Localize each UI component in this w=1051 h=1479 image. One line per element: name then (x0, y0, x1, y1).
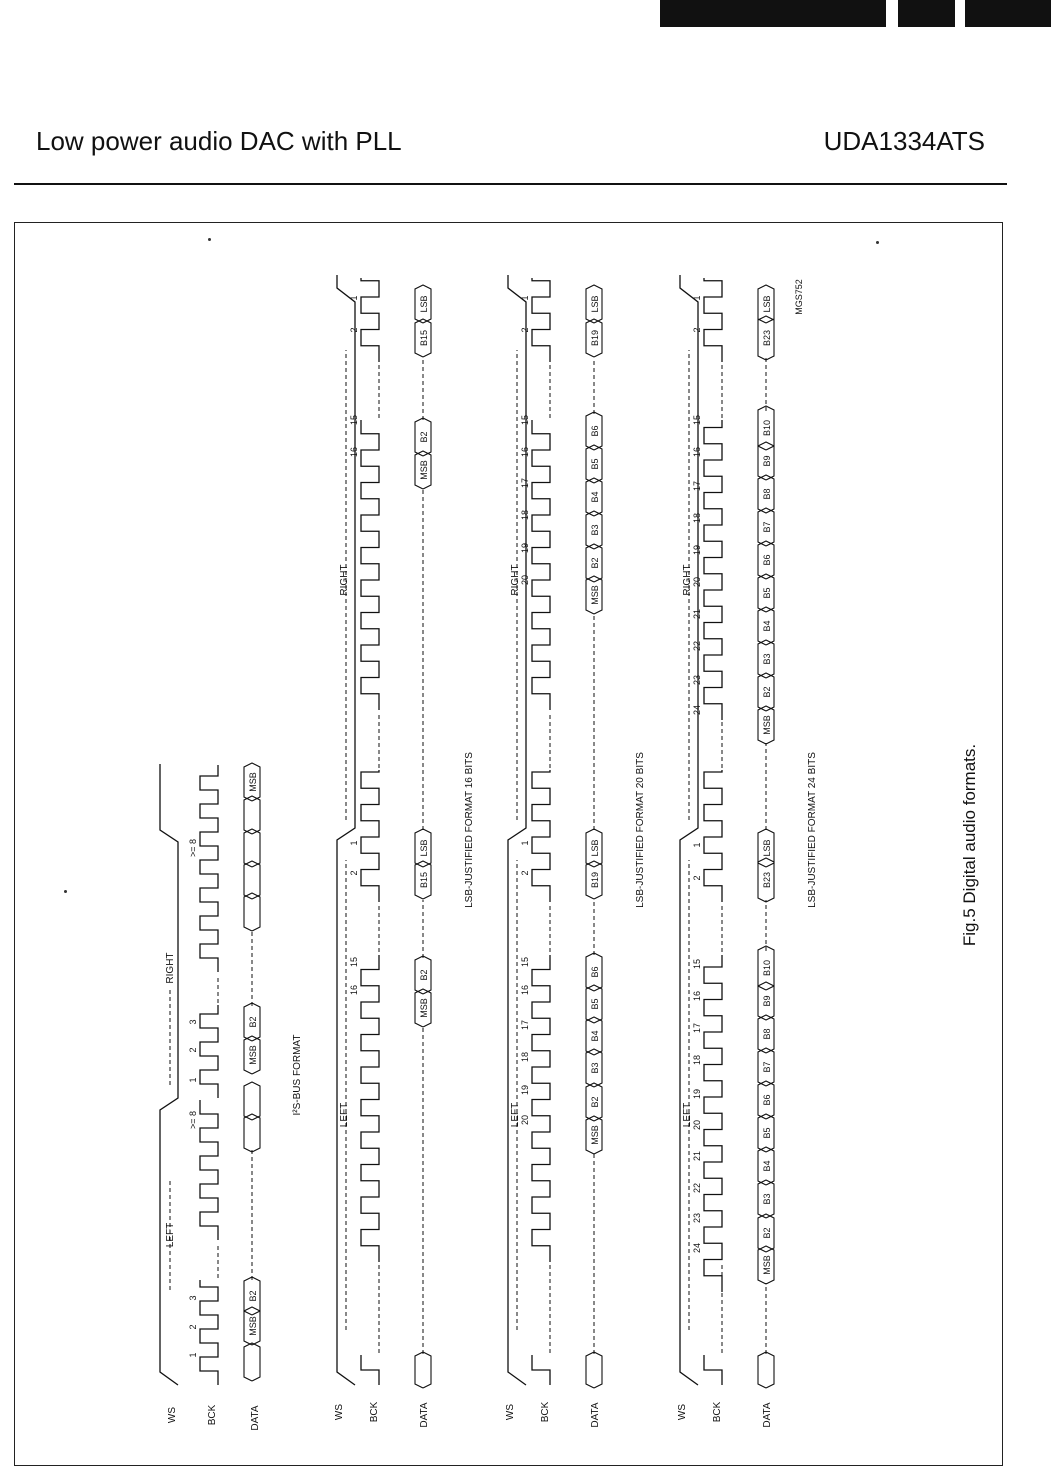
channel-right-label: RIGHT (682, 564, 693, 596)
bck-count-label: 21 (692, 1150, 702, 1162)
data-bit-label: MSB (762, 1255, 772, 1275)
data-label: DATA (419, 1402, 430, 1428)
bck-count-label: 19 (520, 542, 530, 554)
data-bit-label: B10 (762, 959, 772, 977)
bck-count-label: 2 (692, 875, 702, 881)
bck-count-label: 3 (188, 1019, 198, 1025)
bck-count-label: 15 (692, 414, 702, 426)
bck-count-label: 16 (692, 990, 702, 1002)
bck-clock-wave (200, 1100, 218, 1240)
data-bit-label: B8 (762, 488, 772, 500)
data-bit-label: B19 (590, 329, 600, 347)
data-bit-label: B2 (419, 431, 429, 443)
data-bit-label: MSB (762, 715, 772, 735)
bck-clock-wave (532, 955, 550, 1262)
data-bit-label: B7 (762, 521, 772, 533)
bck-count-label: 24 (692, 1242, 702, 1254)
bck-count-label: 19 (520, 1084, 530, 1096)
data-bit-label: B9 (762, 455, 772, 467)
data-bit-label: MSB (248, 772, 258, 792)
bck-count-label: 23 (692, 674, 702, 686)
data-bit-label: LSB (762, 839, 772, 857)
bck-clock-wave (532, 278, 550, 362)
bck-count-label: 16 (692, 446, 702, 458)
data-bit-label: B23 (762, 329, 772, 347)
bck-count-label: 20 (520, 574, 530, 586)
data-bit-label: B2 (590, 1096, 600, 1108)
bck-count-label: 2 (692, 327, 702, 333)
data-bit-label: MSB (248, 1045, 258, 1065)
ws-trace (160, 764, 178, 1385)
bck-label: BCK (712, 1401, 723, 1423)
data-bit-slot (244, 1343, 260, 1381)
part-number: UDA1334ATS (823, 126, 985, 156)
bck-count-label: 20 (692, 1119, 702, 1131)
data-bit-slot (758, 1352, 774, 1388)
data-bit-label: B4 (590, 1030, 600, 1042)
bck-clock-wave (361, 1355, 379, 1385)
bck-clock-wave (532, 770, 550, 902)
data-bit-label: B8 (762, 1028, 772, 1040)
bck-count-label: 19 (692, 544, 702, 556)
bck-count-label: 15 (349, 956, 359, 968)
bck-count-label: 1 (520, 295, 530, 301)
bck-count-label: 15 (692, 958, 702, 970)
data-bit-label: B15 (419, 871, 429, 889)
bck-count-label: 1 (188, 1077, 198, 1083)
bck-count-label: 2 (349, 327, 359, 333)
data-bit-label: B5 (762, 587, 772, 599)
channel-left-label: LEFT (339, 1102, 350, 1128)
bck-count-label: 22 (692, 1182, 702, 1194)
data-bit-label: LSB (419, 839, 429, 857)
bck-clock-wave (704, 420, 722, 720)
data-label: DATA (762, 1402, 773, 1428)
data-bit-slot (586, 1352, 602, 1388)
data-bit-label: B2 (248, 1290, 258, 1302)
data-label: DATA (590, 1402, 601, 1428)
bck-count-label: 19 (692, 1088, 702, 1100)
bck-count-label: 16 (520, 984, 530, 996)
document-title: Low power audio DAC with PLL (36, 126, 402, 156)
data-bit-label: LSB (590, 295, 600, 313)
bck-count-label: 18 (692, 1054, 702, 1066)
bck-count-label: 17 (692, 480, 702, 492)
bck-count-label: 18 (520, 509, 530, 521)
bck-count-label: 2 (520, 327, 530, 333)
data-bit-label: B4 (590, 491, 600, 503)
data-bit-label: B7 (762, 1061, 772, 1073)
figure-code: MGS752 (794, 279, 804, 315)
data-bit-label: B4 (762, 620, 772, 632)
bck-count-label: 17 (520, 1019, 530, 1031)
data-bit-label: B2 (590, 557, 600, 569)
data-bit-label: MSB (419, 460, 429, 480)
data-bit-label: LSB (762, 295, 772, 313)
bck-label: BCK (540, 1401, 551, 1423)
data-bit-label: B2 (419, 969, 429, 981)
bck-count-label: 22 (692, 640, 702, 652)
bck-clock-wave (200, 1005, 218, 1098)
data-bit-label: B6 (762, 1094, 772, 1106)
data-bit-label: B4 (762, 1160, 772, 1172)
channel-left-label: LEFT (165, 1222, 176, 1248)
panel-i2s-bus-format (160, 763, 303, 1431)
panel-lsb-justified-24-bits (677, 275, 818, 1428)
bck-count-label: 16 (349, 984, 359, 996)
data-bit-label: MSB (248, 1316, 258, 1336)
bck-count-label: 16 (349, 446, 359, 458)
data-bit-label: B2 (762, 1227, 772, 1239)
data-bit-label: LSB (590, 839, 600, 857)
bck-count-label: 23 (692, 1212, 702, 1224)
bck-label: BCK (369, 1401, 380, 1423)
bck-count-label: 2 (520, 870, 530, 876)
bck-count-label: 3 (188, 1295, 198, 1301)
data-bit-label: B9 (762, 995, 772, 1007)
bck-count-label: >= 8 (188, 838, 198, 858)
bck-clock-wave (361, 278, 379, 362)
bck-count-label: 1 (692, 295, 702, 301)
data-bit-label: B3 (762, 653, 772, 665)
bck-count-label: 15 (349, 414, 359, 426)
bck-count-label: 2 (188, 1324, 198, 1330)
bck-clock-wave (361, 955, 379, 1262)
bck-count-label: 15 (520, 956, 530, 968)
data-bit-label: B6 (590, 425, 600, 437)
data-bit-label: B6 (590, 966, 600, 978)
bck-label: BCK (207, 1404, 218, 1426)
bck-clock-wave (704, 278, 722, 362)
data-bit-slot (415, 1352, 431, 1388)
bck-count-label: 1 (349, 840, 359, 846)
data-bit-label: MSB (590, 1125, 600, 1145)
channel-right-label: RIGHT (165, 952, 176, 984)
data-bit-label: B10 (762, 419, 772, 437)
panel-title: LSB-JUSTIFIED FORMAT 20 BITS (635, 752, 646, 908)
data-bit-slot (244, 796, 260, 834)
ws-label: WS (677, 1403, 688, 1421)
data-bit-label: B5 (590, 998, 600, 1010)
channel-right-label: RIGHT (339, 564, 350, 596)
data-bit-label: B2 (248, 1016, 258, 1028)
bck-count-label: 18 (692, 512, 702, 524)
bck-clock-wave (532, 1355, 550, 1385)
data-bit-label: B23 (762, 871, 772, 889)
bck-clock-wave (361, 420, 379, 710)
bck-clock-wave (532, 420, 550, 710)
data-bit-label: B5 (590, 458, 600, 470)
data-bit-label: B5 (762, 1127, 772, 1139)
channel-right-label: RIGHT (510, 564, 521, 596)
bck-clock-wave (704, 770, 722, 902)
panel-title: LSB-JUSTIFIED FORMAT 16 BITS (464, 752, 475, 908)
data-bit-label: MSB (590, 585, 600, 605)
bck-count-label: 17 (692, 1022, 702, 1034)
bck-count-label: 20 (520, 1114, 530, 1126)
data-bit-label: MSB (419, 998, 429, 1018)
bck-clock-wave (200, 1280, 218, 1385)
bck-count-label: 20 (692, 576, 702, 588)
bck-count-label: 17 (520, 477, 530, 489)
data-bit-label: B3 (762, 1193, 772, 1205)
bck-count-label: 1 (188, 1352, 198, 1358)
ws-label: WS (334, 1403, 345, 1421)
channel-left-label: LEFT (682, 1102, 693, 1128)
bck-count-label: 1 (520, 840, 530, 846)
bck-count-label: 16 (520, 446, 530, 458)
panel-lsb-justified-16-bits (334, 275, 475, 1428)
data-bit-label: LSB (419, 295, 429, 313)
panel-title: I²S-BUS FORMAT (292, 1034, 303, 1116)
data-bit-label: B19 (590, 871, 600, 889)
data-label: DATA (250, 1405, 261, 1431)
bck-count-label: 18 (520, 1051, 530, 1063)
data-bit-label: B15 (419, 329, 429, 347)
panel-lsb-justified-20-bits (505, 275, 646, 1428)
bck-count-label: 1 (692, 842, 702, 848)
bck-count-label: 2 (349, 870, 359, 876)
data-bit-label: B3 (590, 1062, 600, 1074)
bck-clock-wave (704, 955, 722, 1292)
bck-count-label: >= 8 (188, 1110, 198, 1130)
bck-count-label: 21 (692, 608, 702, 620)
bck-clock-wave (704, 1355, 722, 1385)
ws-label: WS (167, 1406, 178, 1424)
figure-caption: Fig.5 Digital audio formats. (960, 743, 979, 947)
data-bit-label: B6 (762, 554, 772, 566)
bck-clock-wave (200, 765, 218, 972)
bck-count-label: 24 (692, 704, 702, 716)
ws-label: WS (505, 1403, 516, 1421)
data-bit-label: B3 (590, 524, 600, 536)
bck-count-label: 1 (349, 295, 359, 301)
panel-title: LSB-JUSTIFIED FORMAT 24 BITS (807, 752, 818, 908)
data-bit-label: B2 (762, 686, 772, 698)
channel-left-label: LEFT (510, 1102, 521, 1128)
bck-count-label: 15 (520, 414, 530, 426)
bck-clock-wave (361, 770, 379, 902)
bck-count-label: 2 (188, 1047, 198, 1053)
